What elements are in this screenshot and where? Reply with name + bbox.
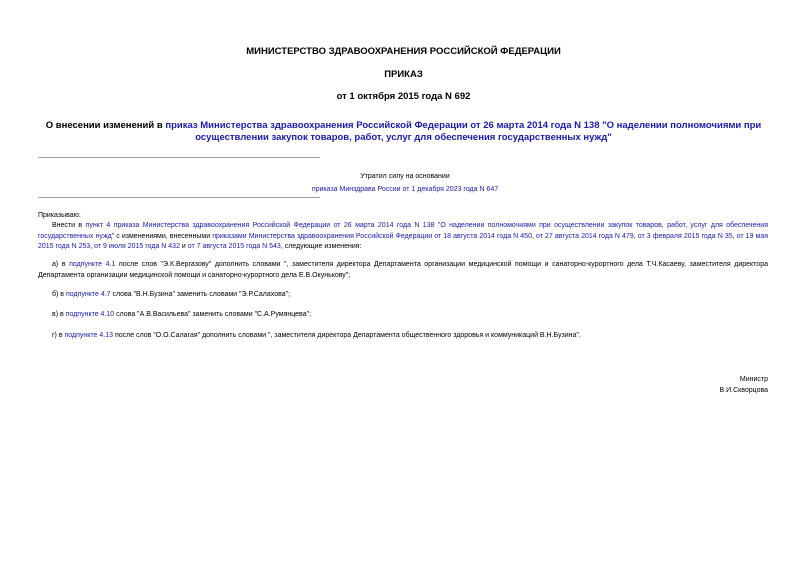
divider-bottom: [38, 197, 320, 198]
title-link[interactable]: приказ Министерства здравоохранения Российской Федерации от 26 марта 2014 года N 138 "О наделении полномочиями при осуществлении закупок товаров, работ, услуг для обеспечения государственных нужд": [165, 120, 762, 143]
paragraph-d: [38, 331, 768, 342]
document-date: от 1 октября 2015 года N 692: [336, 91, 471, 102]
link-subclause-4-7[interactable]: подпункте 4.7: [65, 291, 111, 298]
signature-position: Министр: [739, 376, 768, 383]
text-span: с изменениями, внесенными: [114, 232, 213, 240]
document-type: ПРИКАЗ: [384, 69, 423, 80]
text-span: ,: [90, 243, 95, 250]
text-span: слова "А.В.Васильева" заменить словами "С.А.Румянцева";: [114, 311, 312, 318]
text-span: после слов "Э.К.Вергазову" дополнить словами ", заместителя директора Департамента организации медицинской помощи и санаторно-курортного дела Т.Ч.Касаеву, заместителя директора Департамента организации медицинской помощи и санаторно-курортного дела Е.В.Окунькову";: [38, 261, 768, 279]
text-span: г) в: [52, 332, 65, 339]
signature-name: В.И.Скворцова: [719, 387, 768, 394]
link-order-138[interactable]: пункт 4 приказа Министерства здравоохранения Российской Федерации от 26 марта 2014 года N 138 "О наделении полномочиями при осуществлении закупок товаров, работ, услуг для обеспечения государственных нужд": [38, 222, 768, 240]
title-prefix: О внесении изменений в: [45, 120, 166, 131]
text-span: и: [179, 243, 188, 250]
ministry-heading: МИНИСТЕРСТВО ЗДРАВООХРАНЕНИЯ РОССИЙСКОЙ ФЕДЕРАЦИИ: [246, 46, 561, 57]
link-subclause-4-1[interactable]: подпункте 4.1: [69, 261, 116, 268]
status-link[interactable]: приказа Минздрава России от 1 декабря 2023 года N 647: [311, 186, 499, 193]
text-span: после слов "О.О.Салагая" дополнить словами ", заместителя директора Департамента общественного здоровья и коммуникаций В.Н.Бузина".: [113, 332, 581, 339]
paragraph-c: [38, 310, 768, 321]
divider-top: [38, 157, 320, 158]
paragraph-b: [38, 290, 768, 301]
link-order-543[interactable]: от 7 августа 2015 года N 543: [187, 243, 281, 250]
status-note: [260, 170, 550, 196]
text-span: б) в: [52, 291, 66, 298]
text-span: ,: [732, 232, 737, 240]
link-order-450[interactable]: приказами Министерства здравоохранения Российской Федерации от 18 августа 2014 года N 450: [212, 232, 532, 240]
status-text: Утратил силу на основании: [360, 173, 450, 180]
document-title: [40, 120, 767, 144]
text-span: ,: [531, 232, 537, 240]
paragraph-main: [38, 221, 768, 253]
text-span: в) в: [52, 311, 66, 318]
link-order-35[interactable]: от 3 февраля 2015 года N 35: [637, 232, 733, 240]
text-span: ,: [633, 232, 638, 240]
intro-paragraph: Приказываю:: [38, 212, 81, 219]
link-order-479[interactable]: от 27 августа 2014 года N 479: [536, 232, 634, 240]
signature-block: [720, 374, 769, 396]
link-subclause-4-10[interactable]: подпункте 4.10: [65, 311, 115, 318]
text-span: слова "В.Н.Бузина" заменить словами "Э.Р.Салахова";: [110, 291, 291, 298]
text-span: , следующие изменения:: [280, 243, 362, 250]
link-order-432[interactable]: от 9 июля 2015 года N 432: [94, 243, 180, 250]
link-subclause-4-13[interactable]: подпункте 4.13: [64, 332, 114, 339]
link-order-253[interactable]: от 19 мая 2015 года N 253: [38, 232, 769, 250]
paragraph-a: [38, 260, 768, 281]
text-span: Внести в: [52, 222, 86, 229]
text-span: а) в: [52, 261, 70, 268]
